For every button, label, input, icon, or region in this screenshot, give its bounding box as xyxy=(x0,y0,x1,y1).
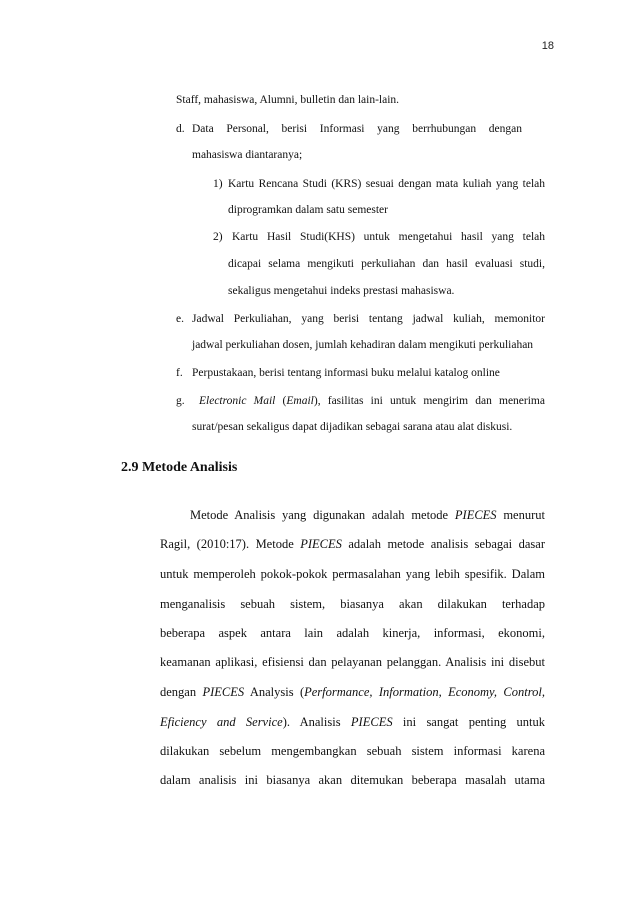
list-item-label-d: d. xyxy=(176,123,185,135)
list-item-label-f: f. xyxy=(176,367,183,379)
list-item-f-line-1: Perpustakaan, berisi tentang informasi buku melalui katalog online xyxy=(192,367,500,379)
subitem-2-line-3: sekaligus mengetahui indeks prestasi mahasiswa. xyxy=(228,285,455,297)
paragraph-line: dilakukan sebelum mengembangkan sebuah sistem informasi karena xyxy=(160,744,545,758)
list-item-label-e: e. xyxy=(176,313,184,325)
paragraph-line: Metode Analisis yang digunakan adalah metode PIECES menurut xyxy=(190,508,545,522)
list-item-d-line-2: mahasiswa diantaranya; xyxy=(192,149,303,161)
list-item-g-line-2: surat/pesan sekaligus dapat dijadikan sebagai sarana atau alat diskusi. xyxy=(192,421,513,433)
subitem-1-line-2: diprogramkan dalam satu semester xyxy=(228,204,388,216)
paragraph-line: untuk memperoleh pokok-pokok permasalahan yang lebih spesifik. Dalam xyxy=(160,567,545,581)
list-item-label-g: g. xyxy=(176,395,185,407)
page-number: 18 xyxy=(541,40,554,52)
paragraph-line: dalam analisis ini biasanya akan ditemukan beberapa masalah utama xyxy=(160,773,545,787)
subitem-2-line-1: Kartu Hasil Studi(KHS) untuk mengetahui hasil yang telah xyxy=(232,231,545,243)
subitem-label-1: 1) xyxy=(213,178,223,190)
section-heading: 2.9 Metode Analisis xyxy=(121,460,238,475)
list-continuation-line: Staff, mahasiswa, Alumni, bulletin dan lain-lain. xyxy=(176,94,400,106)
paragraph-line: keamanan aplikasi, efisiensi dan pelayanan pelanggan. Analisis ini disebut xyxy=(160,655,545,669)
paragraph-line: dengan PIECES Analysis (Performance, Information, Economy, Control, xyxy=(160,685,545,699)
subitem-label-2: 2) xyxy=(213,231,223,243)
list-item-d-line-1: Data Personal, berisi Informasi yang berrhubungan dengan xyxy=(192,123,522,135)
list-item-g-line-1: Electronic Mail (Email), fasilitas ini untuk mengirim dan menerima xyxy=(199,395,545,407)
paragraph-line: Ragil, (2010:17). Metode PIECES adalah metode analisis sebagai dasar xyxy=(160,537,545,551)
paragraph-line: beberapa aspek antara lain adalah kinerja, informasi, ekonomi, xyxy=(160,626,545,640)
subitem-2-line-2: dicapai selama mengikuti perkuliahan dan hasil evaluasi studi, xyxy=(228,258,545,270)
subitem-1-line-1: Kartu Rencana Studi (KRS) sesuai dengan mata kuliah yang telah xyxy=(228,178,545,190)
list-item-e-line-2: jadwal perkuliahan dosen, jumlah kehadiran dalam mengikuti perkuliahan xyxy=(192,339,534,351)
paragraph-line: Eficiency and Service). Analisis PIECES ini sangat penting untuk xyxy=(160,715,545,729)
list-item-e-line-1: Jadwal Perkuliahan, yang berisi tentang jadwal kuliah, memonitor xyxy=(192,313,545,325)
paragraph-line: menganalisis sebuah sistem, biasanya akan dilakukan terhadap xyxy=(160,597,545,611)
